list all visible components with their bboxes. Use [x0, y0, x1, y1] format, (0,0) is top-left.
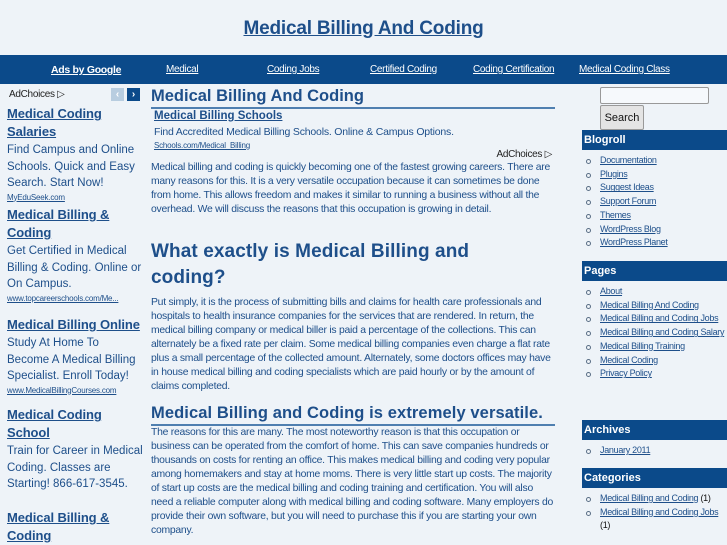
list-item	[582, 354, 727, 368]
widget-title-categories: Categories	[582, 468, 727, 488]
ad-item	[7, 206, 143, 304]
widget-title-archives: Archives	[582, 420, 727, 440]
blogroll-link[interactable]: Support Forum	[600, 196, 657, 207]
page-link[interactable]: Medical Billing Training	[600, 340, 685, 351]
list-item	[582, 181, 727, 195]
next-ad-button[interactable]: ›	[127, 88, 140, 101]
intro-paragraph: Medical billing and coding is quickly becoming one of the fastest growing careers. There are many reasons for this. It is a very versatile occupation because it can sometimes be done from home. This allows freedom and makes it similar to running a business without all the overhead. We will discuss the reasons that this occupation is growing in detail.	[151, 162, 551, 215]
section-heading-versatile: Medical Billing and Coding is extremely versatile.	[151, 404, 543, 422]
pages-list	[582, 285, 727, 381]
definition-paragraph: Put simply, it is the process of submitting bills and claims for health care professionals and hospitals to health insurance companies for the services that are rendered. In return, the medical billing company or medical biller is paid a percentage of the collections. This can alternately be a fixed rate per claim. Some medical billing companies even charge a flat rate plus a small percentage of the collected amount. Alternately, some doctors offices may have in house medical billing and coding specialists which are paid hourly or by the amount of claims completed.	[151, 297, 551, 392]
nav-link-coding-certification[interactable]: Coding Certification	[473, 64, 555, 75]
site-title-link[interactable]: Medical Billing And Coding	[243, 18, 484, 39]
blogroll-list	[582, 154, 727, 250]
ad-title-link[interactable]: Medical Billing & Coding	[7, 207, 110, 240]
category-link[interactable]: Medical Billing and Coding Jobs	[600, 506, 719, 517]
page-link[interactable]: Medical Billing and Coding Jobs	[600, 313, 719, 324]
widget-title-pages: Pages	[582, 261, 727, 281]
prev-ad-button[interactable]: ‹	[111, 88, 124, 101]
widget-title-blogroll: Blogroll	[582, 130, 727, 150]
main-ad-description: Find Accredited Medical Billing Schools. Online & Campus Options.	[154, 126, 454, 138]
ad-description: Study At Home To Become A Medical Billing Specialist. Enroll Today!	[7, 337, 136, 382]
left-ad-column	[0, 84, 145, 545]
ad-title-link[interactable]: Medical Coding School	[7, 407, 102, 440]
right-sidebar	[582, 84, 727, 545]
categories-list	[582, 492, 727, 533]
ad-description: Train for Career in Medical Coding. Classes are Starting! 866-617-3545.	[7, 445, 143, 490]
list-item	[582, 492, 727, 506]
adchoices-label[interactable]: AdChoices ▷	[496, 149, 552, 160]
search-button[interactable]: Search	[600, 105, 644, 130]
page-link[interactable]: About	[600, 286, 623, 296]
nav-link-coding-jobs[interactable]: Coding Jobs	[267, 64, 320, 75]
blogroll-link[interactable]: Suggest Ideas	[600, 182, 654, 193]
ad-title-link[interactable]: Medical Coding Salaries	[7, 106, 102, 139]
ad-url-link[interactable]: www.MedicalBillingCourses.com	[7, 385, 117, 395]
category-link[interactable]: Medical Billing and Coding	[600, 493, 699, 503]
list-item	[582, 506, 727, 533]
page-title: Medical Billing And Coding	[151, 87, 364, 105]
site-header	[0, 0, 727, 55]
page-link[interactable]: Medical Coding	[600, 354, 658, 365]
category-count: (1)	[700, 493, 711, 503]
adchoices-label[interactable]: AdChoices ▷	[9, 89, 65, 100]
page-link[interactable]: Medical Billing and Coding Salary	[600, 327, 725, 338]
adchoices-icon: ▷	[57, 89, 65, 100]
nav-link-medical[interactable]: Medical	[166, 64, 199, 75]
ad-item	[7, 509, 143, 545]
adchoices-icon: ▷	[544, 149, 552, 160]
list-item	[582, 168, 727, 182]
title-divider	[151, 107, 555, 109]
list-item	[582, 223, 727, 237]
list-item	[582, 340, 727, 354]
ad-title-link[interactable]: Medical Billing & Coding	[7, 510, 110, 543]
main-ad-title-link[interactable]: Medical Billing Schools	[154, 110, 283, 122]
ads-by-google-link[interactable]: Ads by Google	[51, 64, 122, 76]
blogroll-link[interactable]: WordPress Planet	[600, 237, 668, 248]
section-heading-what-is: What exactly is Medical Billing and coding?	[151, 241, 470, 288]
page-link[interactable]: Privacy Policy	[600, 368, 652, 379]
blogroll-link[interactable]: WordPress Blog	[600, 223, 661, 234]
blogroll-link[interactable]: Documentation	[600, 155, 657, 165]
list-item	[582, 299, 727, 313]
list-item	[582, 444, 727, 458]
list-item	[582, 195, 727, 209]
list-item	[582, 209, 727, 223]
blogroll-link[interactable]: Plugins	[600, 168, 628, 179]
ad-url-link[interactable]: www.topcareerschools.com/Me...	[7, 293, 119, 303]
list-item	[582, 312, 727, 326]
ad-item	[7, 406, 143, 493]
main-ad-url-link[interactable]: Schools.com/Medical_Billing	[154, 141, 250, 150]
versatile-paragraph: The reasons for this are many. The most noteworthy reason is that this occupation or business can be operated from the comfort of home. This can save companies hundreds or thousands on costs for renting an office. This makes medical billing and coding very popular among homemakers and stay at home moms. There is very little start up costs. The majority of start up costs are the medical billing and coding training and certification. You will also need a reliable computer along with medical billing and coding software. Many employers do provide their own software, but you will need to purchase this if you are starting your own company.	[151, 427, 554, 536]
list-item	[582, 326, 727, 340]
list-item	[582, 154, 727, 168]
archive-link[interactable]: January 2011	[600, 445, 651, 455]
search-input[interactable]	[600, 87, 709, 104]
category-count: (1)	[600, 520, 611, 531]
archives-list	[582, 444, 727, 458]
ad-description: Get Certified in Medical Billing & Coding. Online or On Campus.	[7, 245, 142, 290]
ad-item	[7, 316, 143, 396]
list-item	[582, 236, 727, 250]
page-link[interactable]: Medical Billing And Coding	[600, 299, 699, 310]
list-item	[582, 285, 727, 299]
list-item	[582, 367, 727, 381]
nav-link-certified-coding[interactable]: Certified Coding	[370, 64, 437, 75]
ad-url-link[interactable]: MyEduSeek.com	[7, 192, 65, 202]
ad-link-bar	[0, 55, 727, 84]
blogroll-link[interactable]: Themes	[600, 209, 631, 220]
nav-link-medical-coding-class[interactable]: Medical Coding Class	[579, 64, 670, 75]
ad-description: Find Campus and Online Schools. Quick and Easy Search. Start Now!	[7, 144, 135, 189]
ad-title-link[interactable]: Medical Billing Online	[7, 317, 140, 332]
ad-item	[7, 105, 143, 203]
